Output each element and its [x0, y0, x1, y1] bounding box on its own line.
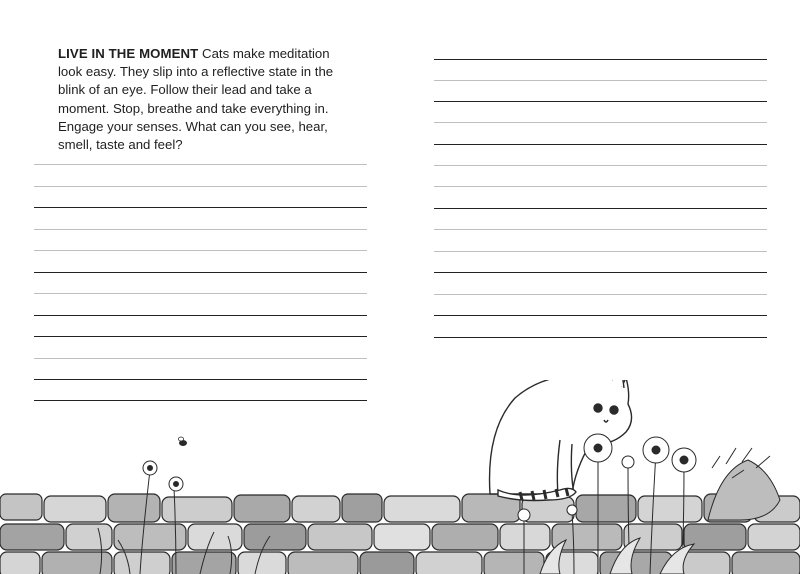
writing-line[interactable]	[34, 164, 367, 165]
writing-line[interactable]	[434, 122, 767, 123]
prompt-heading: LIVE IN THE MOMENT	[58, 46, 203, 61]
writing-line[interactable]	[34, 358, 367, 359]
writing-line[interactable]	[34, 293, 367, 294]
writing-line[interactable]	[434, 80, 767, 81]
writing-line[interactable]	[434, 208, 767, 209]
writing-line[interactable]	[434, 165, 767, 166]
lavender-bush	[708, 448, 780, 520]
journal-prompt	[58, 45, 343, 154]
writing-line[interactable]	[434, 229, 767, 230]
writing-line[interactable]	[34, 336, 367, 337]
writing-line[interactable]	[434, 337, 767, 338]
writing-line[interactable]	[434, 144, 767, 145]
writing-line[interactable]	[434, 186, 767, 187]
writing-line[interactable]	[34, 250, 367, 251]
writing-line[interactable]	[434, 251, 767, 252]
bee-icon	[179, 437, 188, 446]
writing-line[interactable]	[434, 315, 767, 316]
writing-line[interactable]	[34, 315, 367, 316]
writing-line[interactable]	[434, 59, 767, 60]
prompt-body: Cats make meditation look easy. They slip into a reflective state in the blink of an eye. Follow their lead and take a moment. Stop, breathe and take everything in. Engage your senses. What can you see, hear, smell, taste and feel?	[58, 46, 334, 153]
cat-wall-illustration	[0, 380, 800, 574]
writing-line[interactable]	[434, 294, 767, 295]
writing-line[interactable]	[34, 186, 367, 187]
writing-line[interactable]	[34, 229, 367, 230]
writing-line[interactable]	[434, 272, 767, 273]
writing-line[interactable]	[34, 272, 367, 273]
writing-line[interactable]	[434, 101, 767, 102]
writing-line[interactable]	[34, 207, 367, 208]
